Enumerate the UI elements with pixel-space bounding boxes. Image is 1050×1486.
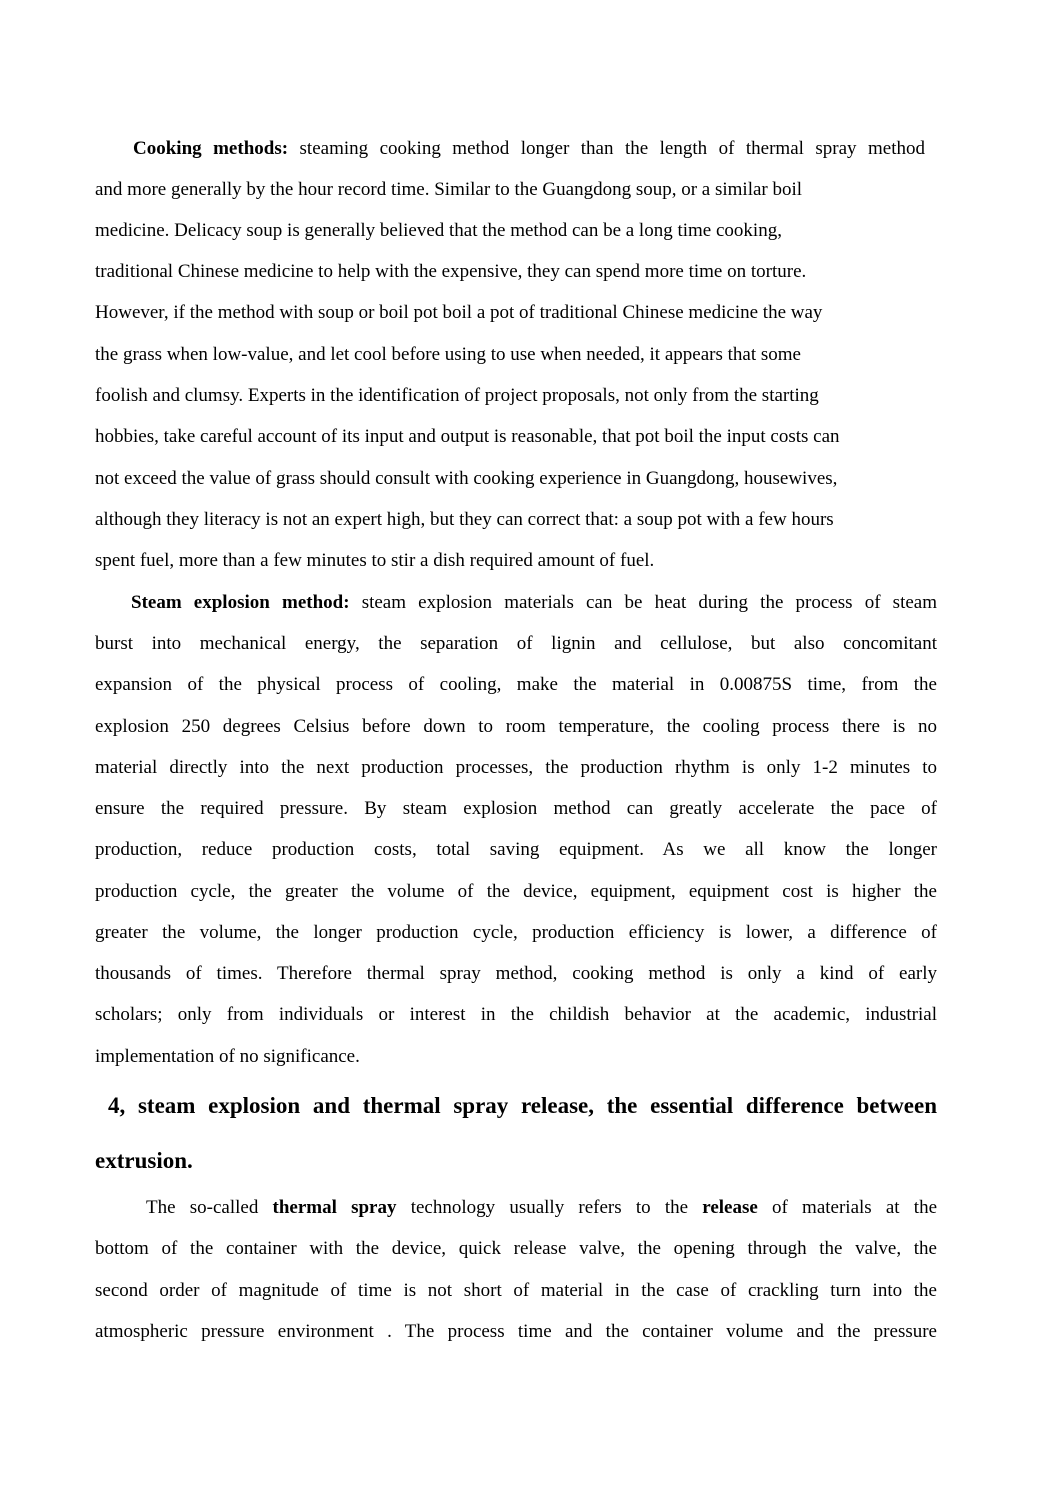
text-run: technology usually refers to the	[396, 1197, 703, 1218]
paragraph-line: and more generally by the hour record time. Similar to the Guangdong soup, or a similar boil	[95, 179, 803, 200]
paragraph-line	[131, 591, 937, 615]
paragraph-line: not exceed the value of grass should consult with cooking experience in Guangdong, housewives,	[95, 468, 838, 489]
paragraph-line: However, if the method with soup or boil pot boil a pot of traditional Chinese medicine the way	[95, 302, 823, 323]
paragraph-line: expansion of the physical process of cooling, make the material in 0.00875S time, from the	[95, 674, 937, 695]
paragraph-line: bottom of the container with the device, quick release valve, the opening through the valve, the	[95, 1238, 937, 1259]
paragraph-line: thousands of times. Therefore thermal spray method, cooking method is only a kind of early	[95, 963, 937, 984]
paragraph-lead: Steam explosion method:	[131, 592, 350, 613]
text-run: The so-called	[146, 1197, 273, 1218]
paragraph-line: production, reduce production costs, total saving equipment. As we all know the longer	[95, 839, 937, 860]
paragraph-line: traditional Chinese medicine to help with the expensive, they can spend more time on torture.	[95, 261, 807, 282]
paragraph-line: although they literacy is not an expert high, but they can correct that: a soup pot with a few hours	[95, 509, 834, 530]
paragraph-line: material directly into the next production processes, the production rhythm is only 1-2 minutes to	[95, 757, 937, 778]
paragraph-line	[133, 137, 925, 161]
section-heading: 4, steam explosion and thermal spray release, the essential difference between	[108, 1093, 937, 1118]
text-run: of materials at the	[757, 1197, 938, 1218]
bold-term: thermal spray	[272, 1197, 397, 1218]
paragraph-lead: Cooking methods:	[133, 138, 289, 159]
paragraph-line: hobbies, take careful account of its input and output is reasonable, that pot boil the input costs can	[95, 426, 840, 447]
paragraph-line: medicine. Delicacy soup is generally believed that the method can be a long time cooking,	[95, 220, 782, 241]
paragraph-line: scholars; only from individuals or interest in the childish behavior at the academic, industrial	[95, 1004, 937, 1025]
paragraph-line: burst into mechanical energy, the separation of lignin and cellulose, but also concomitant	[95, 633, 937, 654]
paragraph-line: greater the volume, the longer production cycle, production efficiency is lower, a difference of	[95, 922, 937, 943]
bold-term: release	[702, 1197, 758, 1218]
paragraph-line: the grass when low-value, and let cool before using to use when needed, it appears that some	[95, 344, 801, 365]
text-run: steaming cooking method longer than the length of thermal spray method	[288, 138, 926, 159]
paragraph-line: spent fuel, more than a few minutes to stir a dish required amount of fuel.	[95, 550, 655, 571]
text-run: steam explosion materials can be heat during the process of steam	[349, 592, 937, 613]
paragraph-line: foolish and clumsy. Experts in the identification of project proposals, not only from the starting	[95, 385, 819, 406]
paragraph-line: atmospheric pressure environment . The process time and the container volume and the pressure	[95, 1321, 937, 1342]
paragraph-line: second order of magnitude of time is not short of material in the case of crackling turn into the	[95, 1280, 937, 1301]
paragraph-line: ensure the required pressure. By steam explosion method can greatly accelerate the pace of	[95, 798, 937, 819]
paragraph-line: explosion 250 degrees Celsius before down to room temperature, the cooling process there is no	[95, 716, 937, 737]
paragraph-line	[146, 1196, 937, 1220]
paragraph-line: implementation of no significance.	[95, 1046, 360, 1067]
paragraph-line: production cycle, the greater the volume of the device, equipment, equipment cost is higher the	[95, 881, 937, 902]
section-heading-continued: extrusion.	[95, 1148, 193, 1173]
